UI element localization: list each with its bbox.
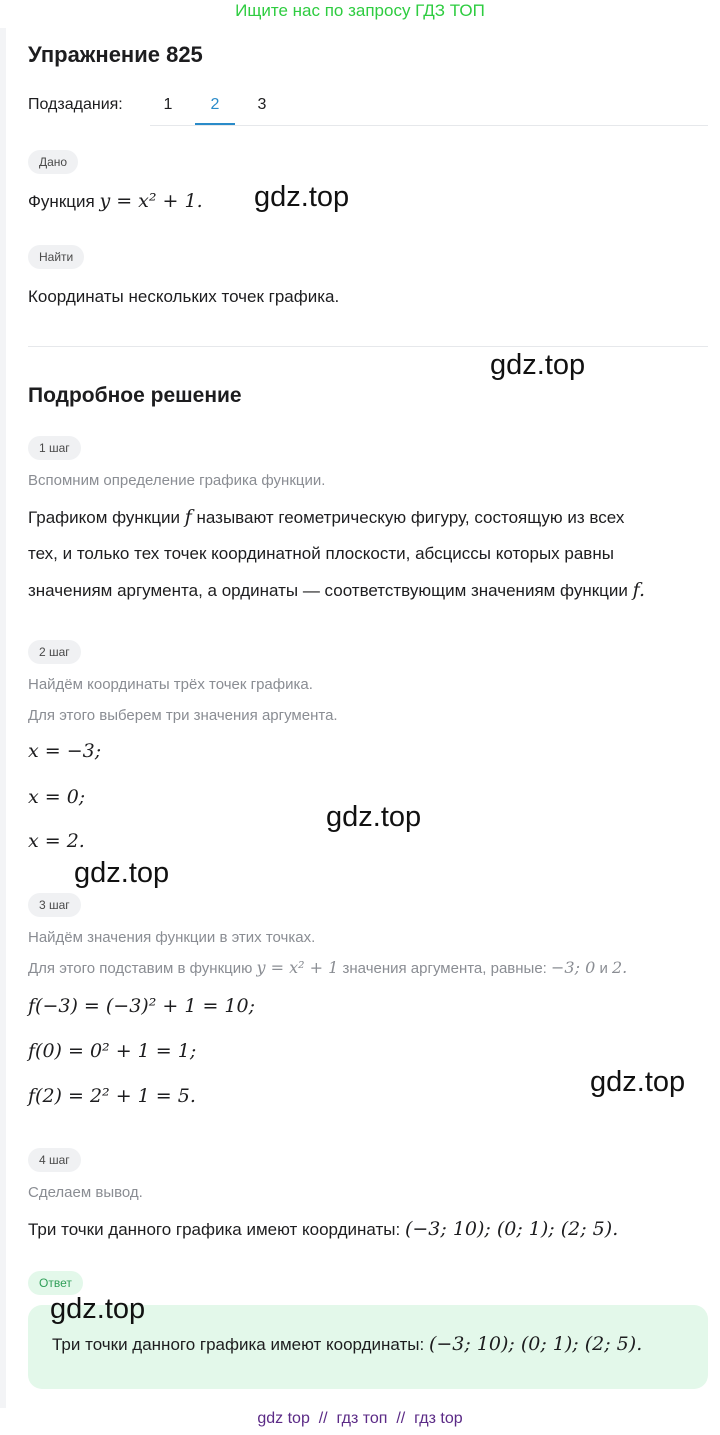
answer-coords: (−3; 10); (0; 1); (2; 5). bbox=[428, 1333, 643, 1355]
step-3-hint-values: −3; 0 bbox=[551, 958, 596, 977]
step-3-hint-1: Найдём значения функции в этих точках. bbox=[28, 929, 316, 946]
step-4-conclusion bbox=[28, 1218, 618, 1240]
step-3-hint-2-a: Для этого подставим в функцию bbox=[28, 960, 253, 977]
step-4-hint: Сделаем вывод. bbox=[28, 1184, 143, 1201]
step-1-line3-a: значениям аргумента, а ординаты — соответствующим значениям функции bbox=[28, 581, 628, 600]
footer-separator: // bbox=[396, 1410, 406, 1427]
watermark: gdz.top bbox=[50, 1293, 146, 1325]
given-text bbox=[28, 190, 203, 212]
step-1-pill: 1 шаг bbox=[28, 436, 81, 460]
step-2-eq-2: x = 0; bbox=[28, 786, 86, 808]
tab-subtask-3[interactable]: 3 bbox=[257, 96, 267, 113]
step-3-eq-2: f(0) = 0² + 1 = 1; bbox=[28, 1040, 197, 1062]
step-1-hint: Вспомним определение графика функции. bbox=[28, 472, 326, 489]
step-4-pill: 4 шаг bbox=[28, 1148, 81, 1172]
exercise-title: Упражнение 825 bbox=[28, 42, 203, 67]
step-2-hint-2: Для этого выберем три значения аргумента. bbox=[28, 707, 338, 724]
step-2-pill: 2 шаг bbox=[28, 640, 81, 664]
solution-title: Подробное решение bbox=[28, 384, 242, 407]
subtasks-label: Подзадания: bbox=[28, 96, 123, 113]
given-pill: Дано bbox=[28, 150, 78, 174]
answer-pill: Ответ bbox=[28, 1271, 83, 1295]
step-3-pill: 3 шаг bbox=[28, 893, 81, 917]
find-text: Координаты нескольких точек графика. bbox=[28, 287, 340, 306]
step-3-hint-formula: y = x² + 1 bbox=[256, 958, 339, 977]
answer-text-line bbox=[52, 1333, 642, 1355]
step-3-hint-2 bbox=[28, 958, 627, 977]
watermark: gdz.top bbox=[254, 181, 350, 213]
function-f-symbol-end: f. bbox=[632, 579, 646, 601]
tab-subtask-2[interactable]: 2 bbox=[210, 96, 220, 113]
top-banner: Ищите нас по запросу ГДЗ ТОП bbox=[235, 1, 485, 20]
section-divider bbox=[28, 346, 708, 347]
active-tab-indicator bbox=[195, 123, 235, 125]
step-2-eq-3: x = 2. bbox=[28, 830, 85, 852]
watermark: gdz.top bbox=[326, 801, 422, 833]
footer-links bbox=[0, 1410, 720, 1428]
footer-link-gdz-top[interactable]: gdz top bbox=[257, 1410, 310, 1427]
step-2-hint-1: Найдём координаты трёх точек графика. bbox=[28, 676, 313, 693]
step-4-coords: (−3; 10); (0; 1); (2; 5). bbox=[404, 1218, 619, 1240]
given-prefix: Функция bbox=[28, 192, 95, 211]
watermark: gdz.top bbox=[590, 1066, 686, 1098]
watermark: gdz.top bbox=[490, 349, 586, 381]
step-1-line2: тех, и только тех точек координатной плоскости, абсциссы которых равны bbox=[28, 544, 614, 563]
step-1-definition bbox=[28, 499, 718, 609]
step-2-eq-1: x = −3; bbox=[28, 740, 102, 762]
step-4-text: Три точки данного графика имеют координаты: bbox=[28, 1220, 401, 1239]
tabs-divider bbox=[150, 125, 708, 126]
step-1-line1-a: Графиком функции bbox=[28, 508, 180, 527]
step-1-line1-b: называют геометрическую фигуру, состоящую из всех bbox=[196, 508, 625, 527]
step-3-eq-3: f(2) = 2² + 1 = 5. bbox=[28, 1085, 196, 1107]
step-3-hint-last: 2. bbox=[612, 958, 628, 977]
step-3-eq-1: f(−3) = (−3)² + 1 = 10; bbox=[28, 995, 255, 1017]
find-pill: Найти bbox=[28, 245, 84, 269]
step-3-hint-and: и bbox=[599, 960, 608, 977]
function-f-symbol: f bbox=[184, 506, 192, 528]
given-formula: y = x² + 1. bbox=[99, 190, 203, 212]
watermark: gdz.top bbox=[74, 857, 170, 889]
footer-separator: // bbox=[318, 1410, 328, 1427]
step-3-hint-2-b: значения аргумента, равные: bbox=[342, 960, 547, 977]
tab-subtask-1[interactable]: 1 bbox=[163, 96, 173, 113]
footer-link-gdz-top-mixed[interactable]: гдз top bbox=[414, 1410, 463, 1427]
answer-text: Три точки данного графика имеют координаты: bbox=[52, 1335, 425, 1354]
footer-link-gdz-top-ru[interactable]: гдз топ bbox=[336, 1410, 388, 1427]
